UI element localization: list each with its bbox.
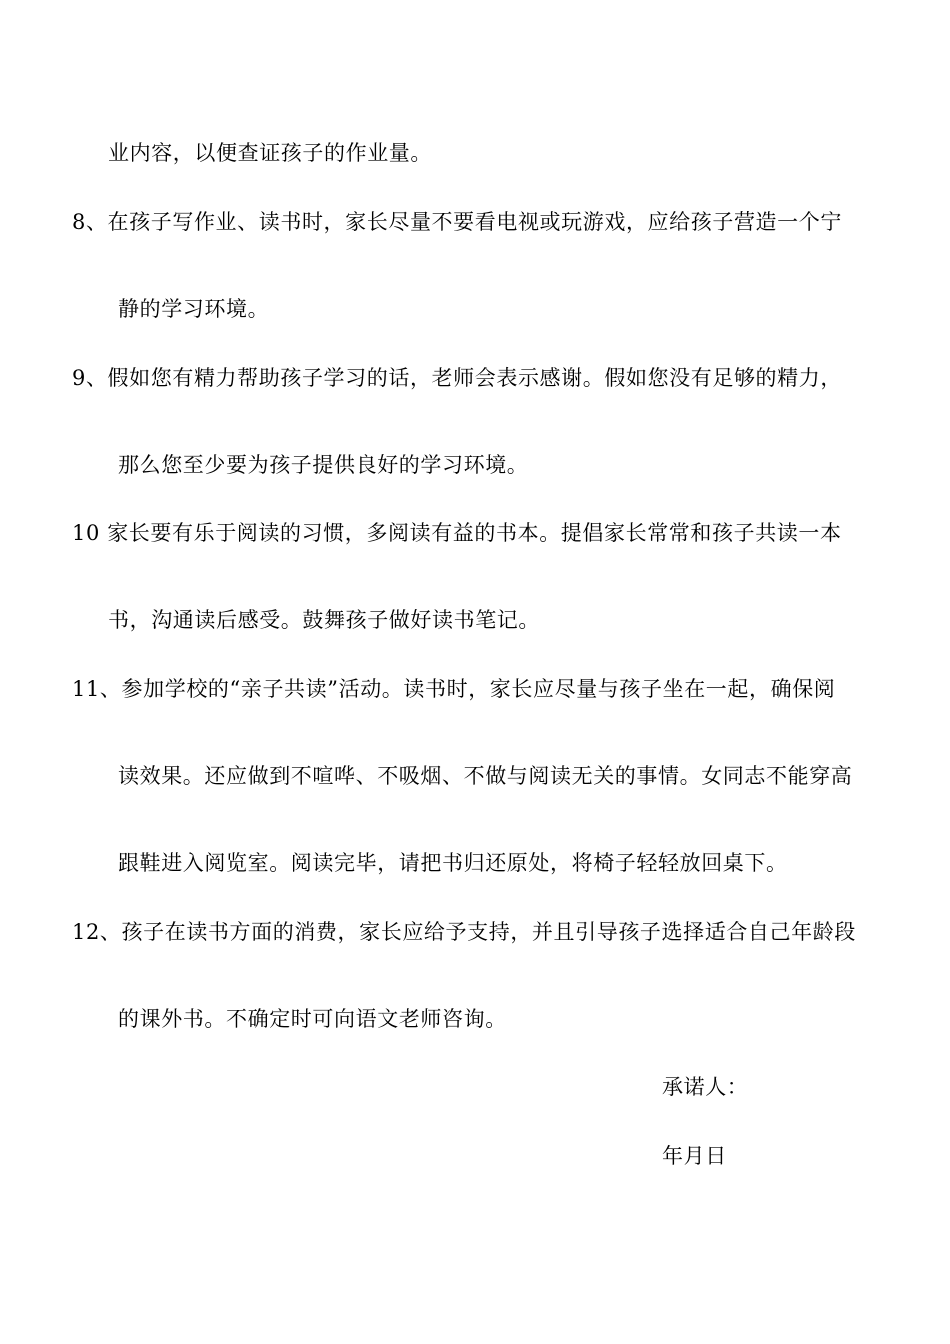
item-9-line-2: 那么您至少要为孩子提供良好的学习环境。 xyxy=(118,453,529,477)
promisor-label: 承诺人： xyxy=(662,1075,749,1099)
item-10-line-1: 10 家长要有乐于阅读的习惯，多阅读有益的书本。提倡家长常常和孩子共读一本 xyxy=(72,521,842,545)
item-8-line-2: 静的学习环境。 xyxy=(118,297,270,321)
item-8-line-1: 8、在孩子写作业、读书时，家长尽量不要看电视或玩游戏，应给孩子营造一个宁 xyxy=(72,210,842,234)
item-11-line-3: 跟鞋进入阅览室。阅读完毕，请把书归还原处，将椅子轻轻放回桌下。 xyxy=(118,851,788,875)
item-10-line-2: 书，沟通读后感受。鼓舞孩子做好读书笔记。 xyxy=(108,608,540,632)
item-11-line-1: 11、参加学校的“亲子共读”活动。读书时，家长应尽量与孩子坐在一起，确保阅 xyxy=(72,677,836,701)
item-12-line-1: 12、孩子在读书方面的消费，家长应给予支持，并且引导孩子选择适合自己年龄段 xyxy=(72,920,856,944)
date-label: 年月日 xyxy=(662,1144,727,1168)
item-12-line-2: 的课外书。不确定时可向语文老师咨询。 xyxy=(118,1007,507,1031)
item-7-continuation: 业内容，以便查证孩子的作业量。 xyxy=(108,141,432,165)
item-9-line-1: 9、假如您有精力帮助孩子学习的话，老师会表示感谢。假如您没有足够的精力， xyxy=(72,366,842,390)
item-11-line-2: 读效果。还应做到不喧哗、不吸烟、不做与阅读无关的事情。女同志不能穿高 xyxy=(118,764,853,788)
